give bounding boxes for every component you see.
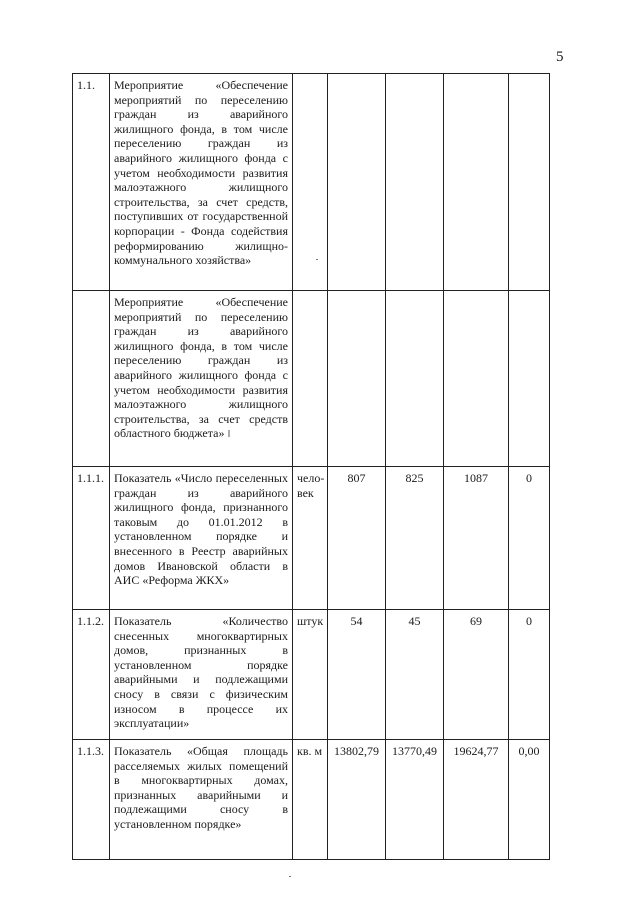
row-description: Показатель «Общая площадь расселяемых жилых помещений в многоквартирных домах, признанных аварийными и подлежащими сносу в установленном порядке» <box>110 740 293 860</box>
row-value-4 <box>509 74 550 291</box>
row-value-2: 825 <box>386 467 444 610</box>
margin-mark: ‖ <box>227 429 231 441</box>
row-value-3: 1087 <box>444 467 509 610</box>
row-value-3: 69 <box>444 610 509 740</box>
row-value-1: 54 <box>328 610 386 740</box>
row-description: Показатель «Количество снесенных многоквартирных домов, признанных в установленном порядке аварийными и подлежащими сносу в связи с физическим износом в процессе их эксплуатации» <box>110 610 293 740</box>
row-value-3 <box>444 291 509 467</box>
row-value-3 <box>444 74 509 291</box>
row-number: 1.1.3. <box>73 740 110 860</box>
row-value-2: 45 <box>386 610 444 740</box>
row-value-4: 0 <box>509 610 550 740</box>
indicators-table <box>72 73 550 860</box>
row-unit <box>293 74 328 291</box>
row-number: 1.1. <box>73 74 110 291</box>
table-row <box>73 740 550 860</box>
row-value-4: 0 <box>509 467 550 610</box>
row-description: Мероприятие «Обеспечение мероприятий по переселению граждан из аварийного жилищного фонда, в том числе переселению граждан из аварийного жилищного фонда с учетом необходимости развития малоэтажного жилищного строительства, за счет средств, поступивших от государственной корпорации - Фонда содействия реформированию жилищно-коммунального хозяйства» <box>110 74 293 291</box>
table-row <box>73 291 550 467</box>
scan-speck <box>316 259 318 260</box>
row-value-2 <box>386 291 444 467</box>
row-unit: чело-век <box>293 467 328 610</box>
row-value-3: 19624,77 <box>444 740 509 860</box>
table-row <box>73 467 550 610</box>
table-row <box>73 610 550 740</box>
row-value-1: 13802,79 <box>328 740 386 860</box>
row-value-1: 807 <box>328 467 386 610</box>
row-description-text: Мероприятие «Обеспечение мероприятий по переселению граждан из аварийного жилищного фонда, в том числе переселению граждан из аварийного жилищного фонда с учетом необходимости развития малоэтажного жилищного строительства, за счет средств областного бюджета» <box>114 295 288 441</box>
table-row <box>73 74 550 291</box>
row-value-1 <box>328 74 386 291</box>
row-number <box>73 291 110 467</box>
row-value-2 <box>386 74 444 291</box>
row-unit: кв. м <box>293 740 328 860</box>
row-value-2: 13770,49 <box>386 740 444 860</box>
row-description <box>110 291 293 467</box>
row-number: 1.1.1. <box>73 467 110 610</box>
scan-speck <box>289 876 291 877</box>
row-description: Показатель «Число переселенных граждан из аварийного жилищного фонда, признанного таковым до 01.01.2012 в установленном порядке и внесенного в Реестр аварийных домов Ивановской области в АИС «Реформа ЖКХ» <box>110 467 293 610</box>
row-value-4 <box>509 291 550 467</box>
row-number: 1.1.2. <box>73 610 110 740</box>
page-number: 5 <box>556 49 564 65</box>
row-unit: штук <box>293 610 328 740</box>
row-value-1 <box>328 291 386 467</box>
row-unit <box>293 291 328 467</box>
row-value-4: 0,00 <box>509 740 550 860</box>
